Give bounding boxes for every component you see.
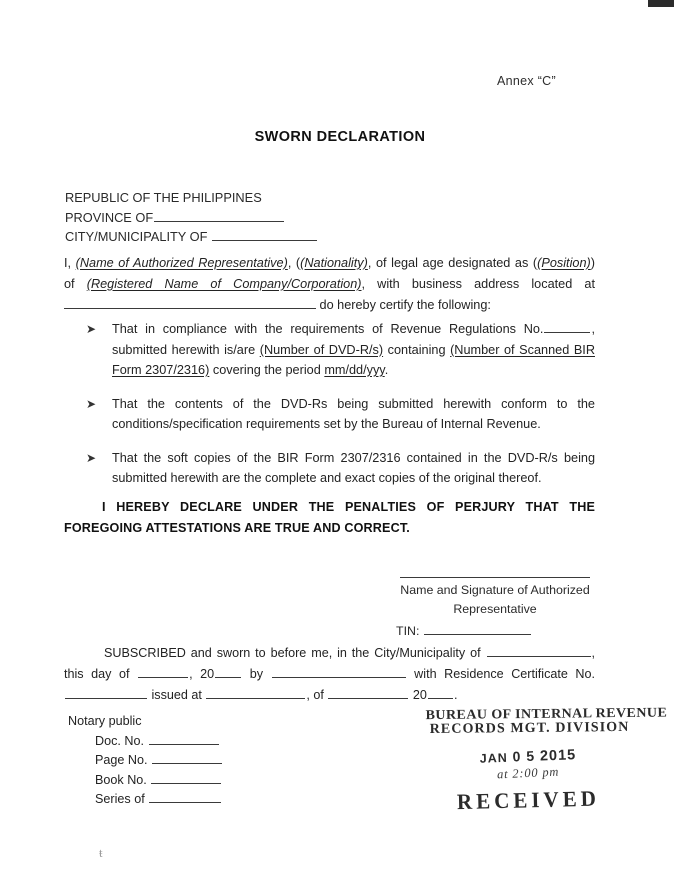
- province-line: [65, 208, 318, 228]
- list-item: [84, 319, 595, 381]
- regulation-no-blank[interactable]: [544, 320, 590, 333]
- jurat-s4: by: [249, 667, 264, 681]
- notary-row-book: [68, 771, 223, 791]
- scan-artifact-top-icon: [648, 0, 674, 7]
- placeholder-scanned-count[interactable]: (Number of Scanned BIR Form 2307/2316): [112, 342, 595, 377]
- arrow-bullet-icon: ➤: [86, 450, 97, 465]
- stamp-division-line: RECORDS MGT. DIVISION: [429, 719, 630, 738]
- intro-paragraph: I, (Name of Authorized Representative), ((Nationality), of legal age designated as ((Position)) of (Registered Name of Company/Corporation), with business address located at do hereby certify the following:: [64, 256, 595, 312]
- address-blank[interactable]: [64, 296, 316, 309]
- bullet1-part4: covering the period: [212, 363, 321, 377]
- jurat-s7: , of: [306, 688, 324, 702]
- signature-line[interactable]: [400, 557, 590, 578]
- notary-row-doc: [68, 732, 223, 752]
- jurat-year-blank[interactable]: [215, 665, 241, 678]
- placeholder-position[interactable]: (Position): [537, 256, 591, 270]
- jurat-cert-blank[interactable]: [65, 686, 147, 699]
- bullet1-part1: That in compliance with the requirements of Revenue Regulations No.: [112, 322, 544, 336]
- stamp-date-day: 0 5: [512, 747, 536, 765]
- stamp-bureau-line: BUREAU OF INTERNAL REVENUE: [425, 704, 668, 723]
- notary-label-series: Series of: [95, 792, 145, 806]
- arrow-bullet-icon: ➤: [86, 322, 97, 336]
- stamp-date-year: 2015: [539, 747, 577, 765]
- jurat-s9: .: [453, 688, 458, 702]
- signature-block: [396, 557, 594, 641]
- jurat-s6: issued at: [151, 688, 202, 702]
- signature-caption-line1: Name and Signature of Authorized: [400, 583, 590, 597]
- jurat-paragraph: [64, 643, 595, 706]
- signature-caption-line2: Representative: [453, 601, 537, 616]
- bullet1-part5: .: [384, 363, 389, 377]
- intro-mid2: of: [64, 277, 75, 291]
- list-item: [84, 448, 595, 489]
- arrow-bullet-icon: ➤: [86, 396, 97, 411]
- notary-doc-blank[interactable]: [149, 732, 219, 745]
- page-title: SWORN DECLARATION: [254, 129, 426, 145]
- jurat-s1: SUBSCRIBED and sworn to before me, in the City/Municipality of: [104, 646, 481, 660]
- declaration-text: I HEREBY DECLARE UNDER THE PENALTIES OF PERJURY THAT THE FOREGOING ATTESTATIONS ARE TRUE AND CORRECT.: [64, 500, 595, 535]
- city-line: [65, 227, 318, 247]
- tin-label: TIN:: [396, 624, 420, 638]
- placeholder-company[interactable]: (Registered Name of Company/Corporation): [86, 277, 362, 291]
- notary-series-blank[interactable]: [149, 790, 221, 803]
- declaration-statement: [64, 497, 595, 539]
- annex-label: Annex “C”: [497, 74, 556, 88]
- jurat-month-blank[interactable]: [328, 686, 408, 699]
- bullet3-text: That the soft copies of the BIR Form 2307/2316 contained in the DVD-R/s being submitted herewith are the complete and exact copies of the original thereof.: [112, 450, 595, 485]
- list-item: [84, 394, 595, 435]
- placeholder-name[interactable]: (Name of Authorized Representative): [75, 256, 288, 270]
- jurat-year2-blank[interactable]: [428, 686, 453, 699]
- jurat-s2: , this day of: [64, 646, 595, 681]
- jurat-person-blank[interactable]: [272, 665, 406, 678]
- city-label: CITY/MUNICIPALITY OF: [65, 229, 208, 244]
- bullet1-part2: , submitted herewith is/are: [112, 322, 595, 357]
- bullet1-part3: containing: [387, 342, 446, 357]
- jurat-s5: with Residence Certificate No.: [414, 667, 596, 681]
- province-blank[interactable]: [154, 208, 284, 221]
- stamp-date-month: JAN: [479, 750, 509, 766]
- intro-tail: do hereby certify the following:: [319, 298, 491, 312]
- notary-label-page: Page No.: [95, 753, 148, 767]
- placeholder-period[interactable]: mm/dd/yyy: [324, 363, 385, 377]
- notary-book-blank[interactable]: [151, 771, 221, 784]
- tin-row: [396, 622, 594, 641]
- placeholder-nationality[interactable]: (Nationality): [300, 256, 368, 270]
- jurat-city-blank[interactable]: [487, 644, 591, 657]
- scan-artifact-bottom-icon: ŧ: [99, 845, 102, 860]
- notary-label-book: Book No.: [95, 772, 147, 787]
- jurat-issued-at-blank[interactable]: [206, 686, 305, 699]
- jurat-s8: 20: [412, 688, 427, 702]
- bullet2-text: That the contents of the DVD-Rs being submitted herewith conform to the conditions/specification requirements set by the Bureau of Internal Revenue.: [112, 396, 595, 431]
- bir-received-stamp: [425, 704, 668, 815]
- tin-blank[interactable]: [424, 622, 531, 635]
- jurat-s3: , 20: [189, 667, 215, 681]
- notary-row-page: [68, 751, 223, 771]
- city-blank[interactable]: [212, 228, 317, 241]
- intro-lead: I,: [64, 256, 72, 270]
- republic-line: REPUBLIC OF THE PHILIPPINES: [65, 190, 262, 205]
- notary-title: Notary public: [68, 714, 142, 728]
- notary-page-blank[interactable]: [152, 751, 222, 764]
- notary-label-doc: Doc. No.: [95, 733, 144, 748]
- intro-sep1: ,: [287, 256, 292, 270]
- placeholder-dvd-count[interactable]: (Number of DVD-R/s): [259, 342, 384, 357]
- attestation-list: [84, 319, 595, 489]
- heading-block: [65, 188, 318, 247]
- intro-mid1: , of legal age designated as: [367, 256, 529, 270]
- notary-block: [68, 712, 223, 810]
- stamp-received-word: RECEIVED: [456, 785, 601, 815]
- stamp-time-handwritten: at 2:00 pm: [496, 764, 560, 782]
- notary-row-series: [68, 790, 223, 810]
- province-label: PROVINCE OF: [65, 209, 154, 225]
- intro-mid3: , with business address located at: [361, 277, 595, 291]
- jurat-day-blank[interactable]: [138, 665, 188, 678]
